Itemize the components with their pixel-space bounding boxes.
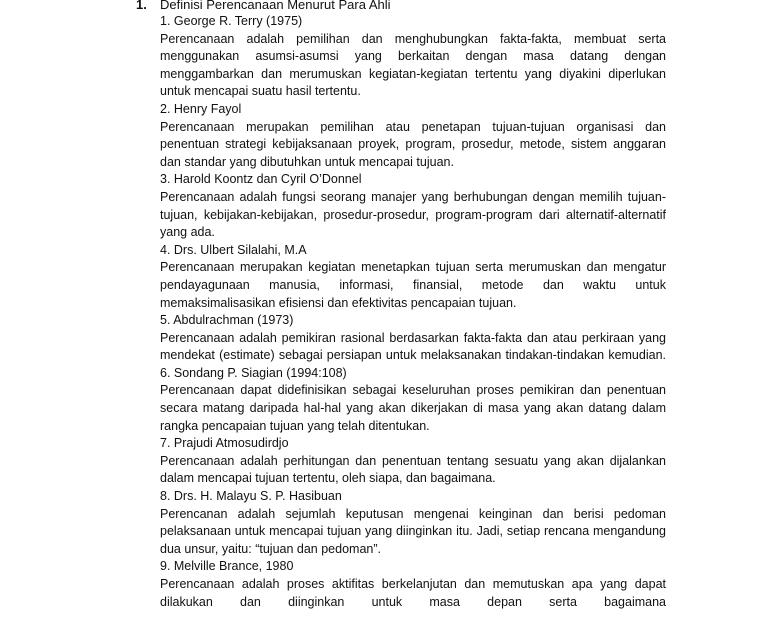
definition-author: 2. Henry Fayol [160, 101, 242, 116]
definition-item [160, 558, 666, 611]
definition-text: Perencanaan adalah perhitungan dan penentuan tentang sesuatu yang akan dijalankan dalam mencapai tujuan tertentu, oleh siapa, dan bagaimana. [160, 453, 666, 486]
definition-author: 5. Abdulrachman (1973) [160, 313, 294, 328]
definition-text: Perencanaan adalah pemikiran rasional berdasarkan fakta-fakta dan atau perkiraan yang mendekat (estimate) sebagai persiapan untuk melaksanakan tindakan-tindakan kemudian. [160, 330, 666, 363]
definition-text: Perencanaan dapat didefinisikan sebagai keseluruhan proses pemikiran dan penentuan secara matang daripada hal-hal yang akan dikerjakan di masa yang akan datang dalam rangka pencapaian tujuan yang telah ditentukan. [160, 383, 666, 433]
definition-text: Perencanaan adalah fungsi seorang manajer yang berhubungan dengan memilih tujuan-tujuan, kebijakan-kebijakan, prosedur-prosedur, program-program dari alternatif-alternatif yang ada. [160, 189, 666, 240]
definition-author: 9. Melville Brance, 1980 [160, 559, 294, 574]
definition-item [160, 312, 666, 365]
definition-item [160, 13, 666, 101]
section-number: 1. [136, 0, 147, 12]
definition-item [160, 171, 666, 241]
section-heading [0, 0, 768, 13]
definition-item [160, 101, 666, 171]
definition-text: Perencanaan adalah pemilihan dan menghubungkan fakta-fakta, membuat serta menggunakan asumsi-asumsi yang berkaitan dengan masa datang dengan menggambarkan dan merumuskan kegiatan-kegiatan tertentu yang diyakini diperlukan untuk mencapai suatu hasil tertentu. [160, 31, 666, 99]
definition-author: 1. George R. Terry (1975) [160, 14, 303, 28]
definition-author: 4. Drs. Ulbert Silalahi, M.A [160, 242, 307, 257]
definition-item [160, 435, 666, 488]
section-title: Definisi Perencanaan Menurut Para Ahli [160, 0, 391, 12]
definition-text: Perencanaan merupakan pemilihan atau penetapan tujuan-tujuan organisasi dan penentuan strategi kebijaksanaan proyek, program, prosedur, metode, sistem anggaran dan standar yang dibutuhkan untuk mencapai tujuan. [160, 119, 666, 169]
definition-text: Perencanaan merupakan kegiatan menetapkan tujuan serta merumuskan dan mengatur pendayagunaan manusia, informasi, finansial, metode dan waktu untuk memaksimalisasikan efisiensi dan efektivitas pencapaian tujuan. [160, 260, 666, 310]
definition-text: Perencanaan adalah proses aktifitas berkelanjutan dan memutuskan apa yang dapat dilakukan dan diinginkan untuk masa depan serta bagaimana [160, 577, 666, 609]
definition-text: Perencanan adalah sejumlah keputusan mengenai keinginan dan berisi pedoman pelaksanaan untuk mencapai tujuan yang diinginkan itu. Jadi, setiap rencana mengandung dua unsur, yaitu: “tujuan dan pedoman”. [160, 506, 666, 556]
definition-author: 8. Drs. H. Malayu S. P. Hasibuan [160, 489, 342, 504]
definition-author: 7. Prajudi Atmosudirdjo [160, 436, 289, 451]
definition-item [160, 488, 666, 558]
definition-author: 6. Sondang P. Siagian (1994:108) [160, 365, 347, 380]
definition-item [160, 365, 666, 435]
definition-list [160, 13, 666, 611]
definition-item [160, 242, 666, 312]
definition-author: 3. Harold Koontz dan Cyril O’Donnel [160, 172, 362, 187]
